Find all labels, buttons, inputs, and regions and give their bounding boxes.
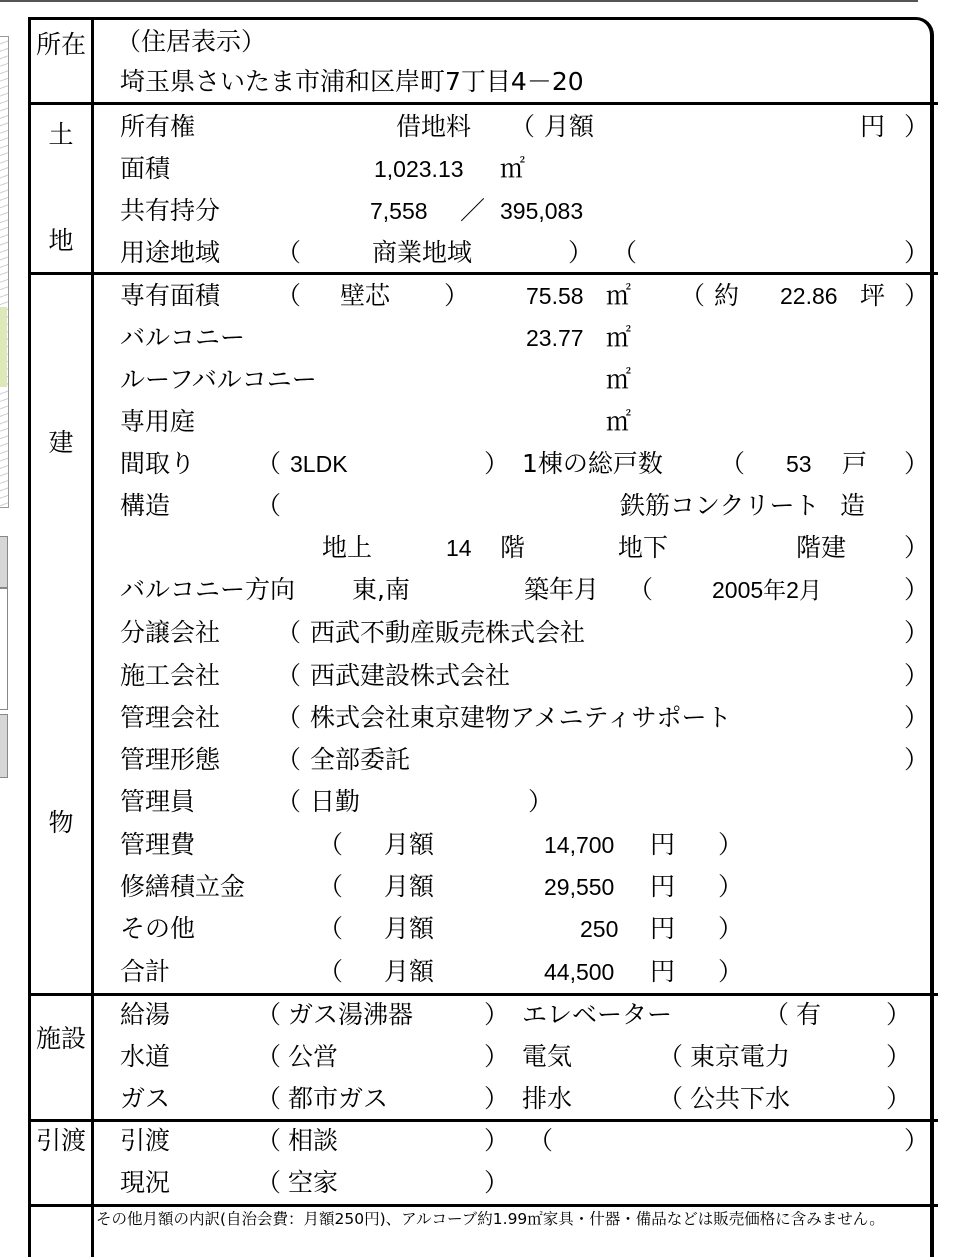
sqm-unit: ㎡ [606, 323, 632, 352]
sqm-unit: ㎡ [606, 407, 632, 436]
contractor-row [0, 655, 964, 697]
tsubo-unit: 坪 [860, 281, 886, 310]
developer-label: 分譲会社 [120, 618, 221, 647]
total-units-unit: 戸 [842, 449, 868, 478]
share-label: 共有持分 [120, 196, 221, 225]
paren-close: ） [718, 830, 744, 859]
exclusive-area-row [0, 275, 964, 317]
paren-open: （ [510, 112, 536, 141]
paren-close: ） [444, 281, 470, 310]
paren-close: ） [718, 957, 744, 986]
paren-close: ） [484, 1042, 510, 1071]
yen-unit: 円 [650, 830, 676, 859]
fee-amount: 14,700 [544, 832, 615, 858]
fee-monthly-label: 月額 [384, 830, 435, 859]
paren-close: ） [904, 575, 930, 604]
paren-open: （ [658, 1084, 684, 1113]
share-slash: ／ [460, 196, 486, 225]
paren-open: （ [256, 1168, 282, 1197]
paren-open: （ [658, 1042, 684, 1071]
section-label-building-bottom: 物 [48, 808, 74, 837]
electricity-value: 東京電力 [690, 1042, 791, 1071]
structure-row [0, 485, 964, 527]
contractor-label: 施工会社 [120, 661, 221, 690]
caretaker-value: 日勤 [310, 787, 361, 816]
paren-close: ） [484, 1126, 510, 1155]
paren-open: （ [256, 449, 282, 478]
structure-value: 鉄筋コンクリート [620, 491, 820, 520]
balcony-label: バルコニー [120, 323, 246, 352]
paren-close: ） [904, 745, 930, 774]
management-type-label: 管理形態 [120, 745, 221, 774]
land-area-row [0, 148, 964, 190]
paren-close: ） [886, 1000, 912, 1029]
fee-amount: 250 [580, 916, 619, 942]
paren-open: （ [256, 1000, 282, 1029]
drainage-value: 公共下水 [690, 1084, 791, 1113]
structure-label: 構造 [120, 491, 171, 520]
paren-open: （ [528, 1126, 554, 1155]
floors-below-unit: 階建 [796, 533, 847, 562]
location-heading-row [0, 21, 964, 63]
fee-row [0, 908, 964, 950]
fee-amount: 44,500 [544, 959, 615, 985]
address-row [0, 61, 964, 103]
gas-row [0, 1078, 964, 1120]
floors-row [0, 527, 964, 569]
caretaker-label: 管理員 [120, 787, 196, 816]
fee-monthly-label: 月額 [384, 957, 435, 986]
lease-yen-unit: 円 [860, 112, 886, 141]
section-label-facilities: 施設 [35, 1024, 86, 1053]
paren-close: ） [904, 618, 930, 647]
remarks-note: その他月額の内訳(自治会費：月額250円)、アルコーブ約1.99㎡家具・什器・備品などは販売価格に含みません。 [96, 1210, 885, 1228]
layout-label: 間取り [120, 449, 196, 478]
drainage-label: 排水 [522, 1084, 573, 1113]
paren-open: （ [256, 1084, 282, 1113]
yen-unit: 円 [650, 872, 676, 901]
electricity-label: 電気 [522, 1042, 573, 1071]
fee-label: 修繕積立金 [120, 872, 246, 901]
paren-close: ） [904, 661, 930, 690]
fee-amount: 29,550 [544, 874, 615, 900]
handover-row [0, 1120, 964, 1162]
fee-row [0, 866, 964, 908]
management-type-value: 全部委託 [310, 745, 411, 774]
zoning-label: 用途地域 [120, 238, 221, 267]
built-value: 2005年2月 [712, 577, 822, 603]
exclusive-area-value: 75.58 [526, 283, 584, 309]
paren-open: （ [318, 914, 344, 943]
private-garden-row [0, 401, 964, 443]
paren-open: （ [256, 1126, 282, 1155]
paren-close: ） [904, 238, 930, 267]
roof-balcony-label: ルーフバルコニー [120, 365, 317, 394]
current-status-row [0, 1162, 964, 1204]
sqm-unit: ㎡ [606, 365, 632, 394]
current-status-value: 空家 [288, 1168, 339, 1197]
fee-monthly-label: 月額 [384, 872, 435, 901]
paren-open: （ [612, 238, 638, 267]
paren-open: （ [276, 703, 302, 732]
paren-open: （ [764, 1000, 790, 1029]
lease-monthly-label: 月額 [544, 112, 595, 141]
gas-label: ガス [120, 1084, 171, 1113]
paren-close: ） [568, 238, 594, 267]
land-area-value: 1,023.13 [374, 156, 464, 182]
gas-value: 都市ガス [288, 1084, 389, 1113]
paren-close: ） [886, 1042, 912, 1071]
management-type-row [0, 739, 964, 781]
layout-row [0, 443, 964, 485]
paren-close: ） [528, 787, 554, 816]
contractor-value: 西武建設株式会社 [310, 661, 511, 690]
water-label: 水道 [120, 1042, 171, 1071]
hot-water-label: 給湯 [120, 1000, 171, 1029]
water-value: 公営 [288, 1042, 339, 1071]
roof-balcony-row [0, 359, 964, 401]
paren-open: （ [720, 449, 746, 478]
land-area-label: 面積 [120, 154, 171, 183]
paren-close: ） [904, 112, 930, 141]
floors-below-label: 地下 [618, 533, 669, 562]
management-company-value: 株式会社東京建物アメニティサポート [310, 703, 732, 732]
paren-close: ） [904, 703, 930, 732]
top-rule [0, 0, 918, 2]
exclusive-method: 壁芯 [340, 281, 391, 310]
section-label-building-top: 建 [48, 428, 74, 457]
land-share-row [0, 190, 964, 232]
management-company-label: 管理会社 [120, 703, 221, 732]
balcony-direction-label: バルコニー方向 [120, 575, 296, 604]
tsubo-approx-label: 約 [714, 281, 740, 310]
yen-unit: 円 [650, 957, 676, 986]
developer-row [0, 612, 964, 654]
sqm-unit: ㎡ [500, 154, 526, 183]
section-label-location: 所在 [35, 30, 86, 59]
paren-close: ） [718, 914, 744, 943]
land-zoning-row [0, 232, 964, 274]
paren-open: （ [276, 618, 302, 647]
paren-close: ） [718, 872, 744, 901]
lease-fee-label: 借地料 [396, 112, 472, 141]
fee-row-total [0, 951, 964, 993]
paren-close: ） [904, 533, 930, 562]
fee-label: 合計 [120, 957, 171, 986]
tsubo-value: 22.86 [780, 283, 838, 309]
zoning-value: 商業地域 [372, 238, 473, 267]
garden-label: 専用庭 [120, 407, 196, 436]
paren-open: （ [276, 281, 302, 310]
paren-close: ） [904, 1126, 930, 1155]
water-row [0, 1036, 964, 1078]
paren-close: ） [484, 1168, 510, 1197]
location-heading: （住居表示） [116, 27, 267, 56]
paren-open: （ [276, 661, 302, 690]
section-label-handover: 引渡 [35, 1126, 86, 1155]
floors-above-label: 地上 [322, 533, 373, 562]
hot-water-value: ガス湯沸器 [288, 1000, 414, 1029]
elevator-label: エレベーター [522, 1000, 673, 1029]
built-label: 築年月 [524, 575, 600, 604]
address: 埼玉県さいたま市浦和区岸町7丁目4－20 [120, 67, 584, 96]
section-label-land-top: 土 [48, 120, 74, 149]
paren-open: （ [256, 1042, 282, 1071]
section-label-land-bottom: 地 [48, 226, 74, 255]
fee-monthly-label: 月額 [384, 914, 435, 943]
handover-label: 引渡 [120, 1126, 171, 1155]
management-company-row [0, 697, 964, 739]
structure-suffix: 造 [840, 491, 866, 520]
ownership-type: 所有権 [120, 112, 196, 141]
paren-close: ） [886, 1084, 912, 1113]
paren-open: （ [276, 745, 302, 774]
caretaker-row [0, 781, 964, 823]
fee-row [0, 824, 964, 866]
floors-unit: 階 [500, 533, 526, 562]
hot-water-row [0, 994, 964, 1036]
section-divider [28, 1204, 938, 1207]
paren-open: （ [318, 957, 344, 986]
paren-close: ） [484, 1000, 510, 1029]
fee-label: 管理費 [120, 830, 196, 859]
land-ownership-row [0, 106, 964, 148]
total-units-value: 53 [786, 451, 812, 477]
developer-value: 西武不動産販売株式会社 [310, 618, 586, 647]
paren-close: ） [484, 449, 510, 478]
share-value: 7,558 [370, 198, 428, 224]
share-total: 395,083 [500, 198, 584, 224]
elevator-value: 有 [796, 1000, 822, 1029]
total-units-label: 1棟の総戸数 [522, 449, 663, 478]
balcony-row [0, 317, 964, 359]
paren-close: ） [904, 281, 930, 310]
paren-open: （ [318, 830, 344, 859]
exclusive-area-label: 専有面積 [120, 281, 221, 310]
balcony-direction-value: 東,南 [352, 575, 410, 604]
balcony-value: 23.77 [526, 325, 584, 351]
handover-value: 相談 [288, 1126, 339, 1155]
sqm-unit: ㎡ [606, 281, 632, 310]
paren-open: （ [318, 872, 344, 901]
paren-close: ） [484, 1084, 510, 1113]
paren-open: （ [628, 575, 654, 604]
fee-label: その他 [120, 914, 196, 943]
paren-open: （ [276, 238, 302, 267]
paren-open: （ [276, 787, 302, 816]
floors-above-value: 14 [446, 535, 472, 561]
balcony-direction-row [0, 569, 964, 611]
paren-open: （ [256, 491, 282, 520]
current-status-label: 現況 [120, 1168, 171, 1197]
paren-open: （ [680, 281, 706, 310]
yen-unit: 円 [650, 914, 676, 943]
layout-value: 3LDK [290, 451, 348, 477]
paren-close: ） [904, 449, 930, 478]
